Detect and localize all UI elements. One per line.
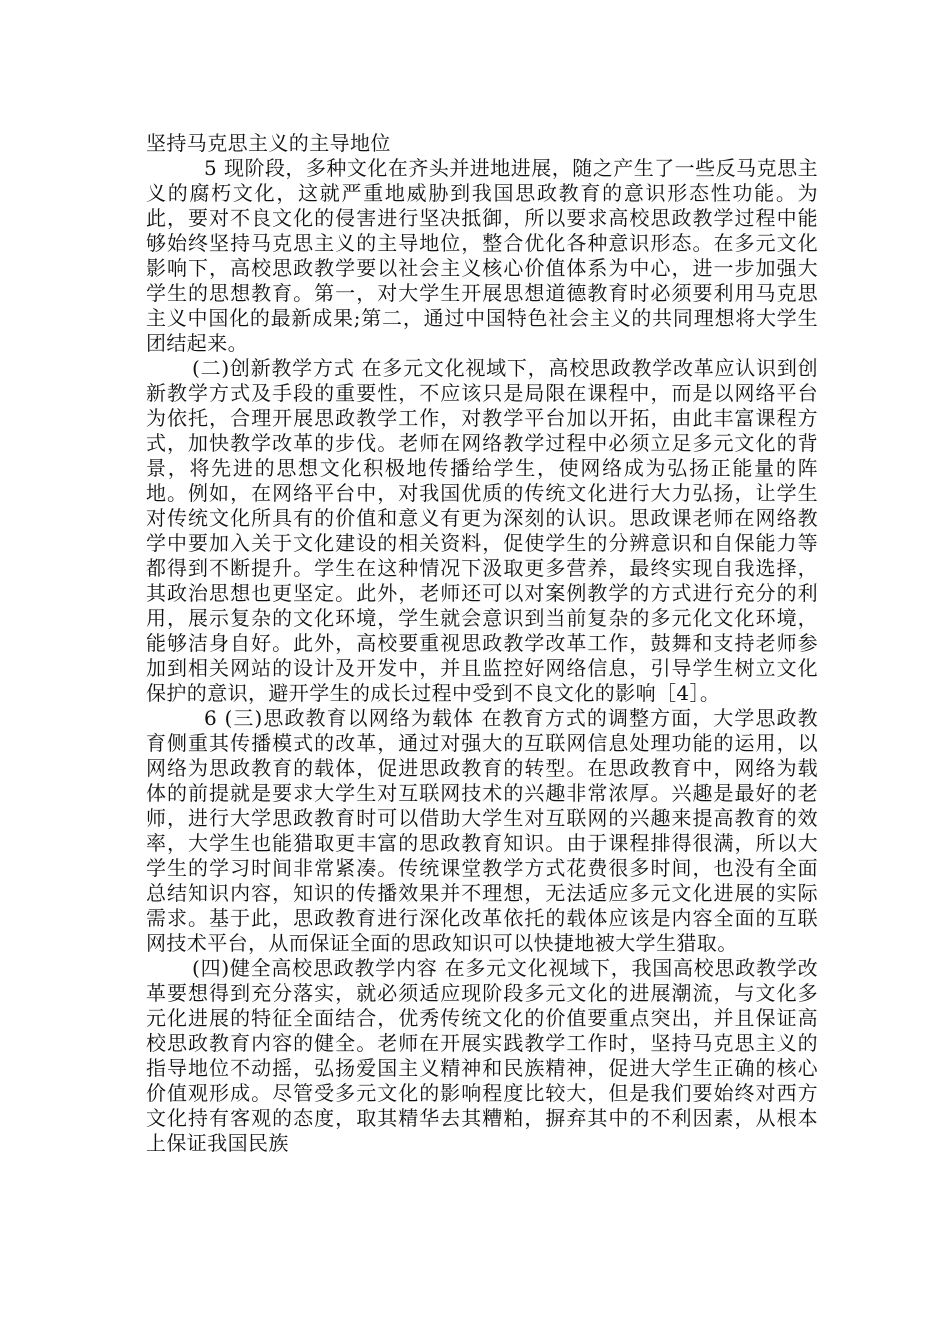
document-body <box>146 131 818 1156</box>
section-heading: 坚持马克思主义的主导地位 <box>146 131 391 155</box>
paragraph-3: 6 (三)思政教育以网络为载体 在教育方式的调整方面，大学思政教育侧重其传播模式的改革，通过对强大的互联网信息处理功能的运用，以网络为思政教育的载体，促进思政教育的转型。在思政教育中，网络为载体的前提就是要求大学生对互联网技术的兴趣非常浓厚。兴趣是最好的老师，进行大学思政教育时可以借助大学生对互联网的兴趣来提高教育的效率，大学生也能猎取更丰富的思政教育知识。由于课程排得很满，所以大学生的学习时间非常紧凑。传统课堂教学方式花费很多时间，也没有全面总结知识内容，知识的传播效果并不理想，无法适应多元文化进展的实际需求。基于此，思政教育进行深化改革依托的载体应该是内容全面的互联网技术平台，从而保证全面的思政知识可以快捷地被大学生猎取。 <box>146 706 818 955</box>
paragraph-4: (四)健全高校思政教学内容 在多元文化视域下，我国高校思政教学改革要想得到充分落实，就必须适应现阶段多元文化的进展潮流，与文化多元化进展的特征全面结合，优秀传统文化的价值要重点突出，并且保证高校思政教育内容的健全。老师在开展实践教学工作时，坚持马克思主义的指导地位不动摇，弘扬爱国主义精神和民族精神，促进大学生正确的核心价值观形成。尽管受多元文化的影响程度比较大，但是我们要始终对西方文化持有客观的态度，取其精华去其糟粕，摒弃其中的不利因素，从根本上保证我国民族 <box>146 956 818 1155</box>
paragraph-2: (二)创新教学方式 在多元文化视域下，高校思政教学改革应认识到创新教学方式及手段的重要性，不应该只是局限在课程中，而是以网络平台为依托，合理开展思政教学工作，对教学平台加以开拓，由此丰富课程方式，加快教学改革的步伐。老师在网络教学过程中必须立足多元文化的背景，将先进的思想文化积极地传播给学生，使网络成为弘扬正能量的阵地。例如，在网络平台中，对我国优质的传统文化进行大力弘扬，让学生对传统文化所具有的价值和意义有更为深刻的认识。思政课老师在网络教学中要加入关于文化建设的相关资料，促使学生的分辨意识和自保能力等都得到不断提升。学生在这种情况下汲取更多营养，最终实现自我选择，其政治思想也更坚定。此外，老师还可以对案例教学的方式进行充分的利用，展示复杂的文化环境，学生就会意识到当前复杂的多元化文化环境，能够洁身自好。此外，高校要重视思政教学改革工作，鼓舞和支持老师参加到相关网站的设计及开发中，并且监控好网络信息，引导学生树立文化保护的意识，避开学生的成长过程中受到不良文化的影响［4］。 <box>146 356 818 705</box>
paragraph-1: 5 现阶段，多种文化在齐头并进地进展，随之产生了一些反马克思主义的腐朽文化，这就严重地威胁到我国思政教育的意识形态性功能。为此，要对不良文化的侵害进行坚决抵御，所以要求高校思政教学过程中能够始终坚持马克思主义的主导地位，整合优化各种意识形态。在多元文化影响下，高校思政教学要以社会主义核心价值体系为中心，进一步加强大学生的思想教育。第一，对大学生开展思想道德教育时必须要利用马克思主义中国化的最新成果;第二，通过中国特色社会主义的共同理想将大学生团结起来。 <box>146 156 818 355</box>
